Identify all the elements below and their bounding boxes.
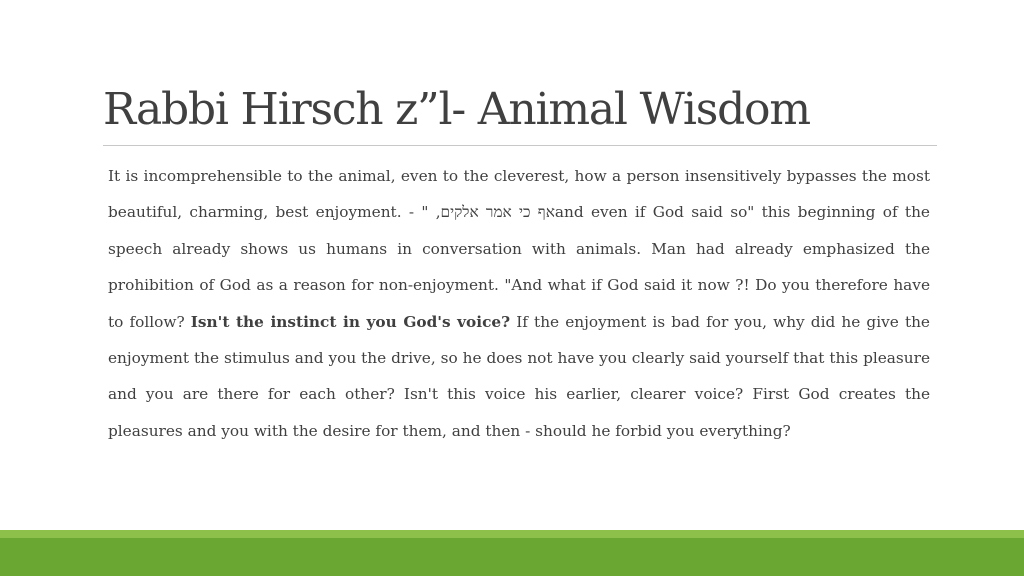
body-paragraph — [108, 158, 930, 449]
slide-title: Rabbi Hirsch z”l- Animal Wisdom — [103, 84, 810, 135]
footer-bar-light — [0, 530, 1024, 538]
paragraph-text-1: It is incomprehensible to the animal, even to the cleverest, how a person insensitively bypasses the most beautiful, charming, best enjoyment. - " — [108, 167, 930, 222]
hebrew-phrase: אף כי אמר אלקים, — [435, 203, 555, 222]
bold-question: Isn't the instinct in you God's voice? — [190, 312, 511, 331]
paragraph-text-2: and even if God said so" this beginning of the speech already shows us humans in conversation with animals. Man had already emphasized the prohibition of God as a reason for non-enjoyment. "And what if God said it now ?! Do you therefore have to follow? — [108, 203, 930, 331]
paragraph-text-3: If the enjoyment is bad for you, why did he give the enjoyment the stimulus and you the drive, so he does not have you clearly said yourself that this pleasure and you are there for each other? Isn't this voice his earlier, clearer voice? First God creates the pleasures and you with the desire for them, and then - should he forbid you everything? — [108, 312, 930, 440]
footer-bar-dark — [0, 538, 1024, 576]
title-divider — [103, 145, 937, 146]
